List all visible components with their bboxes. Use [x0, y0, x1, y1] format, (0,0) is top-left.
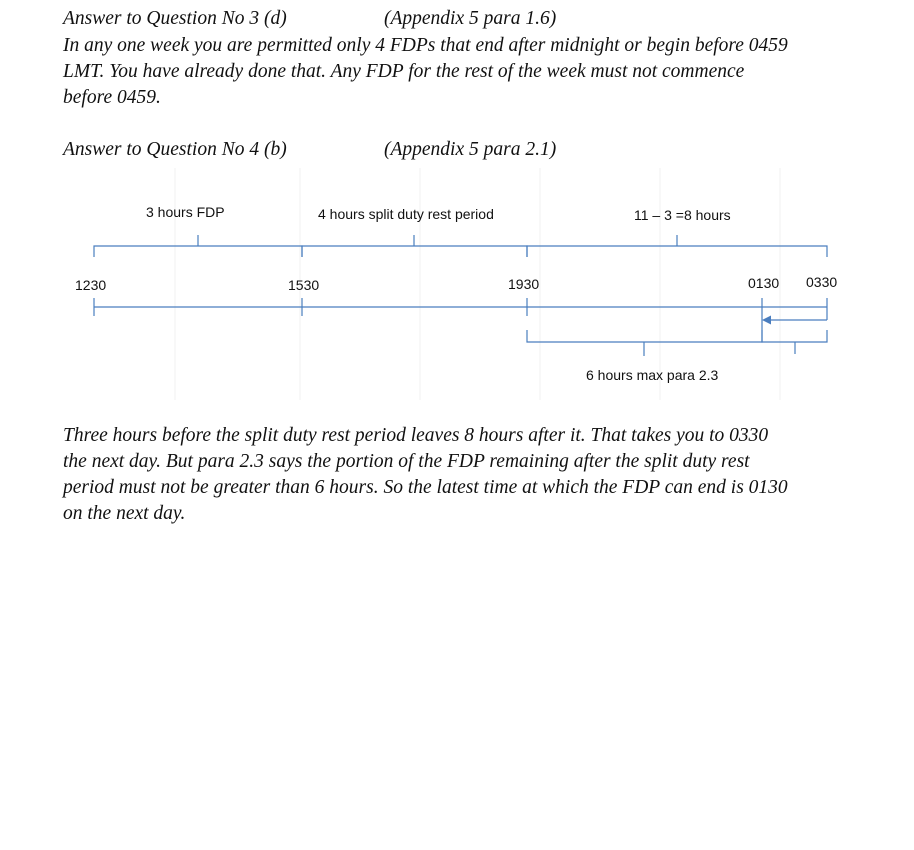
fdp-timeline-diagram: [60, 168, 860, 400]
diagram-grid: [175, 168, 780, 400]
brace-remaining-8-hours: [527, 235, 827, 257]
q3-appendix-ref: (Appendix 5 para 1.6): [384, 8, 557, 29]
timeline-ticks: [94, 298, 827, 332]
conclusion-line-3: period must not be greater than 6 hours. So the latest time at which the FDP can end is 0130: [63, 477, 788, 498]
label-3-hours-fdp: 3 hours FDP: [146, 204, 225, 220]
time-label-0330: 0330: [806, 274, 838, 290]
brace-excess-period: [762, 330, 827, 354]
brace-3-hours-fdp: [94, 235, 302, 257]
conclusion-line-4: on the next day.: [63, 503, 186, 524]
conclusion-line-1: Three hours before the split duty rest period leaves 8 hours after it. That takes you to 0330: [63, 425, 769, 446]
q3-heading: Answer to Question No 3 (d): [63, 8, 287, 29]
brace-6-hours-max: [527, 330, 762, 356]
label-6-hours-max: 6 hours max para 2.3: [586, 367, 719, 383]
time-label-1930: 1930: [508, 276, 540, 292]
arrow-head: [762, 316, 771, 325]
time-label-0130: 0130: [748, 275, 780, 291]
q3-answer-line-1: In any one week you are permitted only 4 FDPs that end after midnight or begin before 0459: [63, 35, 788, 56]
q4-heading: Answer to Question No 4 (b): [63, 139, 287, 160]
conclusion-line-2: the next day. But para 2.3 says the portion of the FDP remaining after the split duty rest: [63, 451, 750, 472]
label-remaining-8-hours: 11 – 3 =8 hours: [634, 207, 731, 223]
time-label-1530: 1530: [288, 277, 320, 293]
q3-answer-line-3: before 0459.: [63, 87, 161, 108]
label-split-duty-rest: 4 hours split duty rest period: [318, 206, 494, 222]
q3-answer-line-2: LMT. You have already done that. Any FDP for the rest of the week must not commence: [63, 61, 745, 82]
time-label-1230: 1230: [75, 277, 107, 293]
q4-appendix-ref: (Appendix 5 para 2.1): [384, 139, 557, 160]
brace-split-duty-rest: [302, 235, 527, 257]
